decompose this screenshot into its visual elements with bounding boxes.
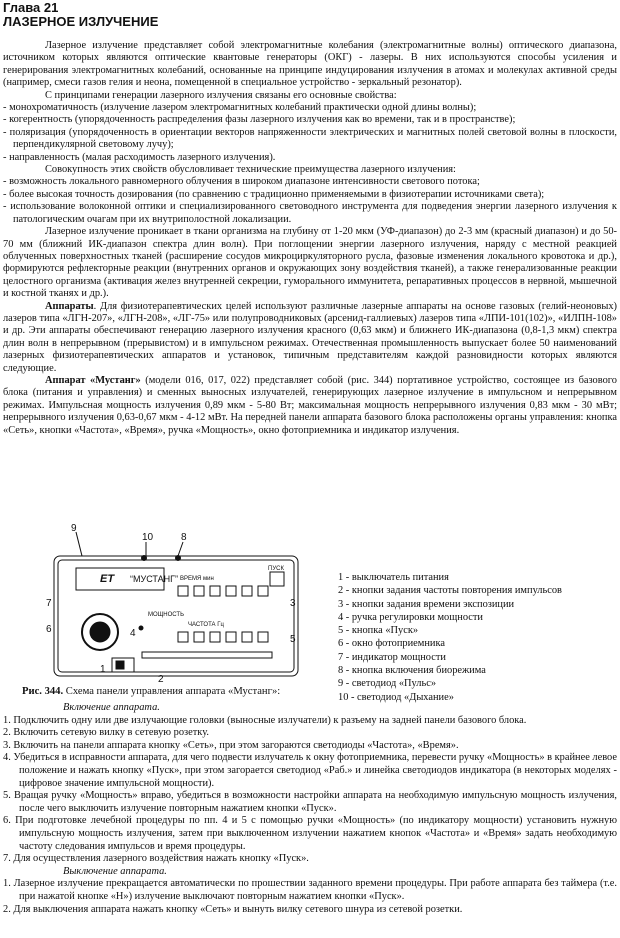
- list-item: 2. Включить сетевую вилку в сетевую розетку.: [3, 727, 209, 739]
- list-item: 1. Лазерное излучение прекращается автоматически по прошествии заданного времени процедуры. При работе аппарата без таймера (т.е. при нажатой кнопке «Н») излучение выключают повторным нажатием кнопки «Пуск».: [3, 878, 617, 902]
- chapter-heading: Глава 21: [3, 0, 59, 15]
- list-item: - направленность (малая расходимость лазерного излучения).: [3, 151, 276, 163]
- legend-item: 7 - индикатор мощности: [338, 651, 446, 663]
- list-item: - возможность локального равномерного облучения в широком диапазоне интенсивности светового потока;: [3, 176, 480, 188]
- callout: 8: [181, 532, 187, 543]
- legend-item: 5 - кнопка «Пуск»: [338, 625, 419, 637]
- callout: 7: [46, 598, 52, 609]
- legend-item: 6 - окно фотоприемника: [338, 638, 445, 650]
- figure-legend: [338, 571, 562, 704]
- callout: 6: [46, 624, 52, 635]
- freq-label: ЧАСТОТА Гц: [188, 622, 224, 628]
- paragraph-apparatus: Аппараты. Для физиотерапевтических целей используют различные лазерные аппараты на основе газовых (гелий-неоновых) лазеров типа «ЛГН-207», «ЛГН-208», «ЛГ-75» или полупроводниковых (арсенид-галлиевых) лазеров типа «ЛПИ-101(102)», «ИЛПН-108» и др. Эти аппараты обеспечивают генерацию лазерного излучения красного (0,63 мкм) и ближнего ИК-диапазона (0,8-1,3 мкм) спектра длин волн в непрерывном (прерывистом) и в импульсном режимах. Отечественная промышленность выпускает более 50 наименований лазерных физиотерапевтических аппаратов и установок, типичным представителям каждой разновидности которых являются следующие.: [3, 300, 617, 374]
- figure-caption: Рис. 344. Схема панели управления аппарата «Мустанг»:: [22, 686, 281, 697]
- list-item: 3. Включить на панели аппарата кнопку «Сеть», при этом загораются светодиоды «Частота», «Время».: [3, 739, 459, 751]
- apparatus-heading: Аппараты: [45, 300, 94, 312]
- paragraph-penetration: Лазерное излучение проникает в ткани организма на глубину от 1-20 мкм (УФ-диапазон) до 2-3 мм (красный диапазон) и до 50-70 мм (ближний ИК-диапазон спектра длин волн). При поглощении энергии лазерного излучения, наряду с местной реакцией облученных поверхностных тканей (расширение сосудов микроциркуляторного русла, фазовые изменения локального кровотока и др.), формируются рефлекторные реакции (внутренних органов и окружающих зону воздействия тканей), а также генерализованные реакции целостного организма (активация желез внутренней секреции, гуморального иммунитета, репаративных процессов в нервной, мышечной и костной тканях и др.).: [3, 226, 617, 300]
- list-item: - поляризация (упорядоченность в ориентации векторов напряженности электрических и магнитных полей световой волны в плоскости, перпендикулярной световому лучу);: [3, 126, 618, 151]
- legend-item: 1 - выключатель питания: [338, 572, 449, 583]
- switch-off-steps: [3, 878, 617, 916]
- callout: 4: [130, 628, 136, 639]
- list-item: 2. Для выключения аппарата нажать кнопку «Сеть» и вынуть вилку сетевого шнура из сетевой розетки.: [3, 903, 463, 915]
- paragraph-properties-lead: С принципами генерации лазерного излучения связаны его основные свойства:: [45, 89, 397, 101]
- list-item: - более высокая точность дозирования (по сравнению с традиционно применяемыми в физиотерапии источниками света);: [3, 188, 545, 200]
- mustang-panel-diagram: [38, 524, 306, 684]
- legend-item: 9 - светодиод «Пульс»: [338, 678, 437, 690]
- list-item: 6. При подготовке лечебной процедуры по пп. 4 и 5 с помощью ручки «Мощность» (по индикатору мощности) установить нужную импульсную мощность излучения, затем при выключенном излучении нажатием кнопок «Частота» и «Время» задать необходимую частоту следования импульсов и время процедуры.: [3, 815, 617, 852]
- legend-item: 3 - кнопки задания времени экспозиции: [338, 598, 515, 610]
- legend-item: 8 - кнопка включения биорежима: [338, 665, 486, 677]
- switch-on-heading: Включение аппарата.: [63, 702, 160, 713]
- time-label: ВРЕМЯ мин: [180, 576, 214, 582]
- brand-label: “МУСТАНГ”: [130, 574, 178, 584]
- mustang-heading: Аппарат «Мустанг»: [45, 374, 141, 386]
- body-text: [3, 40, 617, 437]
- list-item: - когерентность (упорядоченность распределения фазы лазерного излучения как во времени, так и в пространстве);: [3, 114, 516, 126]
- list-item: 4. Убедиться в исправности аппарата, для чего подвести излучатель к окну фотоприемника, перевести ручку «Мощность» в крайнее левое положение и нажать кнопку «Пуск», при этом загорается светодиод «Раб.» и линейка светодиодов индикатора (в некоторых моделях - цифровое значение импульсной мощности).: [3, 752, 617, 789]
- callout: 3: [290, 598, 296, 609]
- callout: 2: [158, 674, 164, 684]
- paragraph-advantages-lead: Совокупность этих свойств обусловливает технические преимущества лазерного излучения:: [45, 164, 456, 176]
- callout: 1: [100, 664, 106, 675]
- power-label: МОЩНОСТЬ: [148, 612, 185, 618]
- start-label: ПУСК: [268, 566, 284, 572]
- paragraph-intro: Лазерное излучение представляет собой электромагнитные колебания (электромагнитные волны) оптического диапазона, источником которых являются оптические квантовые генераторы (ОКГ) - лазеры. В них используются способы усиления и генерирования электромагнитных колебаний, основанные на принципе индуцирования излучения в атомах и молекулах активной среды (например, смеси газов гелия и неона, помещенной в специальное устройство - зеркальный резонатор).: [3, 40, 617, 89]
- callout: 9: [71, 524, 77, 534]
- list-item: - монохроматичность (излучение лазером электромагнитных колебаний практически одной длины волны);: [3, 102, 477, 114]
- instructions: [3, 702, 617, 916]
- legend-item: 10 - светодиод «Дыхание»: [338, 691, 454, 703]
- switch-on-steps: [3, 715, 617, 866]
- switch-off-heading: Выключение аппарата.: [63, 865, 167, 877]
- callout: 10: [142, 532, 154, 543]
- list-item: 7. Для осуществления лазерного воздействия нажать кнопку «Пуск».: [3, 853, 309, 865]
- callout: 5: [290, 634, 296, 645]
- section-title: ЛАЗЕРНОЕ ИЗЛУЧЕНИЕ: [3, 14, 159, 29]
- legend-item: 4 - ручка регулировки мощности: [338, 611, 483, 623]
- advantages-list: [3, 176, 617, 226]
- paragraph-mustang: Аппарат «Мустанг» (модели 016, 017, 022) представляет собой (рис. 344) портативное устройство, состоящее из базового блока (питания и управления) и сменных выносных излучателей, генерирующих лазерное излучение в импульсном и непрерывном режимах. Импульсная мощность излучения 0,89 мкм - 5-80 Вт; максимальная мощность непрерывного излучения 0,83 мкм - 30 мВт; непрерывного излучения 0,63-0,67 мкм - 4-12 мВт. На передней панели аппарата базового блока расположены органы управления: кнопка «Сеть», кнопки «Частота», «Время», ручка «Мощность», окно фотоприемника и индикатор излучения.: [3, 374, 617, 436]
- list-item: 5. Вращая ручку «Мощность» вправо, убедиться в возможности настройки аппарата на необходимую импульсную мощность излучения, после чего выключить излучение повторным нажатием кнопки «Пуск».: [3, 790, 617, 814]
- properties-list: [3, 102, 617, 164]
- legend-item: 2 - кнопки задания частоты повторения импульсов: [338, 585, 562, 597]
- list-item: 1. Подключить одну или две излучающие головки (выносные излучатели) к разъему на задней панели базового блока.: [3, 714, 527, 726]
- list-item: - использование волоконной оптики и специализированного световодного инструмента для подведения энергии лазерного излучения к патологическим очагам при их внутриполостной локализации.: [3, 201, 617, 225]
- brand-logo: ЕТ: [100, 573, 115, 585]
